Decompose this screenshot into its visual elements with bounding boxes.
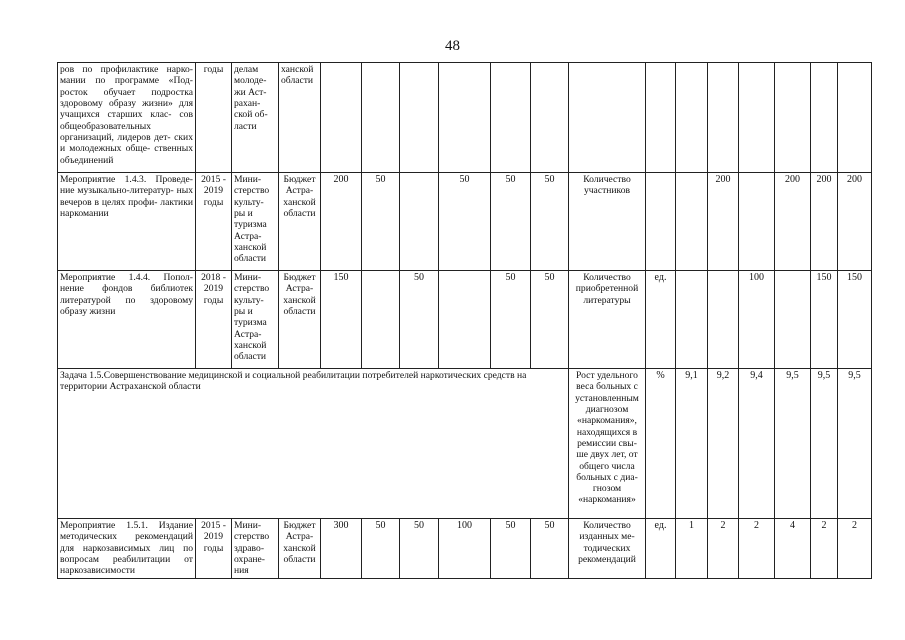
empty-cell	[400, 63, 439, 173]
table-row	[58, 369, 872, 519]
period-cell: годы	[196, 63, 232, 173]
funding-source-cell: Бюджет Астра- ханской области	[279, 271, 321, 369]
funding-2015-cell: 50	[362, 519, 400, 579]
empty-cell	[775, 63, 811, 173]
empty-cell	[708, 63, 739, 173]
value-base-cell	[676, 173, 708, 271]
funding-source-cell: Бюджет Астра- ханской области	[279, 173, 321, 271]
task-heading-cell: Задача 1.5.Совершенствование медицинской и социальной реабилитации потребителей наркотических средств на территории Астраханской области	[58, 369, 569, 519]
table-row	[58, 63, 872, 173]
funding-source-cell: Бюджет Астра- ханской области	[279, 519, 321, 579]
unit-cell: ед.	[646, 519, 676, 579]
indicator-cell: Рост удельного веса больных с установленным диагнозом «наркомания», находящихся в ремиссии свы- ше двух лет, от общего числа больных с диа- гнозом «наркомания»	[569, 369, 646, 519]
funding-total-cell: 150	[321, 271, 362, 369]
executor-cell: Мини- стерство здраво- охране- ния	[232, 519, 279, 579]
funding-2016-cell	[400, 173, 439, 271]
executor-cell: Мини- стерство культу- ры и туризма Астра- ханской области	[232, 271, 279, 369]
empty-cell	[491, 63, 531, 173]
indicator-cell: Количество изданных ме- тодических рекомендаций	[569, 519, 646, 579]
value-2017-cell: 200	[775, 173, 811, 271]
value-2015-cell: 200	[708, 173, 739, 271]
value-2015-cell: 9,2	[708, 369, 739, 519]
value-2019-cell: 9,5	[838, 369, 872, 519]
indicator-cell: Количество приобретенной литературы	[569, 271, 646, 369]
value-2018-cell: 9,5	[811, 369, 838, 519]
empty-cell	[811, 63, 838, 173]
value-2016-cell: 9,4	[739, 369, 775, 519]
value-2015-cell: 2	[708, 519, 739, 579]
funding-2019-cell: 50	[531, 173, 569, 271]
value-2017-cell	[775, 271, 811, 369]
program-measures-table	[57, 62, 872, 579]
value-2016-cell: 100	[739, 271, 775, 369]
value-base-cell: 1	[676, 519, 708, 579]
period-cell: 2015 - 2019 годы	[196, 173, 232, 271]
executor-cell: делам молоде- жи Аст- рахан- ской об- ласти	[232, 63, 279, 173]
funding-2018-cell: 50	[491, 519, 531, 579]
measure-name-cell: Мероприятие 1.5.1. Издание методических рекомендаций для наркозависимых лиц по вопросам реабилитации от наркозависимости	[58, 519, 196, 579]
unit-cell: ед.	[646, 271, 676, 369]
funding-source-cell: ханской области	[279, 63, 321, 173]
value-2018-cell: 2	[811, 519, 838, 579]
value-2016-cell: 2	[739, 519, 775, 579]
unit-cell	[646, 173, 676, 271]
funding-2017-cell: 100	[439, 519, 491, 579]
period-cell: 2018 - 2019 годы	[196, 271, 232, 369]
funding-2019-cell: 50	[531, 271, 569, 369]
funding-2018-cell: 50	[491, 271, 531, 369]
funding-2016-cell: 50	[400, 271, 439, 369]
measure-name-cell: ров по профилактике нарко- мании по программе «Под- росток обучает подростка здоровому образу жизни» для учащихся старших клас- сов общеобразовательных организаций, лидеров дет- ских и молодежных обще- ственных объединений	[58, 63, 196, 173]
value-2019-cell: 2	[838, 519, 872, 579]
executor-cell: Мини- стерство культу- ры и туризма Астра- ханской области	[232, 173, 279, 271]
funding-2016-cell: 50	[400, 519, 439, 579]
funding-2018-cell: 50	[491, 173, 531, 271]
value-base-cell	[676, 271, 708, 369]
empty-cell	[739, 63, 775, 173]
empty-cell	[439, 63, 491, 173]
funding-2017-cell: 50	[439, 173, 491, 271]
value-2019-cell: 200	[838, 173, 872, 271]
value-2019-cell: 150	[838, 271, 872, 369]
unit-cell: %	[646, 369, 676, 519]
funding-2017-cell	[439, 271, 491, 369]
funding-2015-cell: 50	[362, 173, 400, 271]
value-2017-cell: 4	[775, 519, 811, 579]
value-2017-cell: 9,5	[775, 369, 811, 519]
value-2016-cell	[739, 173, 775, 271]
empty-cell	[646, 63, 676, 173]
table-row	[58, 271, 872, 369]
measure-name-cell: Мероприятие 1.4.4. Попол- нение фондов библиотек литературой по здоровому образу жизни	[58, 271, 196, 369]
empty-cell	[838, 63, 872, 173]
empty-cell	[321, 63, 362, 173]
period-cell: 2015 - 2019 годы	[196, 519, 232, 579]
value-2015-cell	[708, 271, 739, 369]
funding-2019-cell: 50	[531, 519, 569, 579]
funding-total-cell: 200	[321, 173, 362, 271]
value-base-cell: 9,1	[676, 369, 708, 519]
indicator-cell: Количество участников	[569, 173, 646, 271]
value-2018-cell: 150	[811, 271, 838, 369]
table-row	[58, 173, 872, 271]
value-2018-cell: 200	[811, 173, 838, 271]
funding-total-cell: 300	[321, 519, 362, 579]
funding-2015-cell	[362, 271, 400, 369]
empty-cell	[569, 63, 646, 173]
table-row	[58, 519, 872, 579]
page-number: 48	[445, 38, 460, 54]
empty-cell	[531, 63, 569, 173]
empty-cell	[362, 63, 400, 173]
measure-name-cell: Мероприятие 1.4.3. Проведе- ние музыкально-литератур- ных вечеров в целях профи- лактики наркомании	[58, 173, 196, 271]
empty-cell	[676, 63, 708, 173]
